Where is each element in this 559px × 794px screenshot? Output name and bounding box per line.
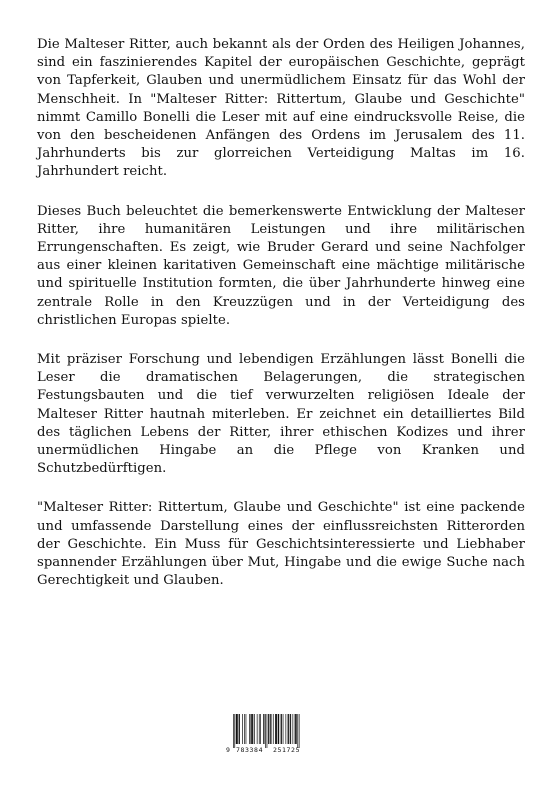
barcode-bar bbox=[239, 714, 240, 744]
barcode-bar bbox=[236, 714, 237, 744]
barcode-left-group: 783384 bbox=[236, 746, 264, 754]
barcode-bar bbox=[273, 714, 274, 744]
blurb-paragraph-2: Dieses Buch beleuchtet die bemerkenswerte Entwicklung der Malteser Ritter, ihre humanitären Leistungen und ihre militärischen Errungenschaften. Es zeigt, wie Bruder Gerard und seine Nachfolger aus einer kleinen karitativen Gemeinschaft eine mächtige militärische und spirituelle Institution formten, die über Jahrhunderte hinweg eine zentrale Rolle in den Kreuzzügen und in der Verteidigung des christlichen Europas spielte. bbox=[37, 203, 525, 328]
barcode-bar bbox=[288, 714, 289, 744]
barcode-bar bbox=[246, 714, 247, 744]
barcode-bar bbox=[265, 714, 266, 748]
barcode-bar bbox=[295, 714, 296, 744]
barcode-bar bbox=[249, 714, 250, 744]
barcode-bar bbox=[279, 714, 280, 744]
barcode-bar bbox=[234, 714, 235, 748]
barcode-bar bbox=[288, 714, 289, 744]
barcode-bar bbox=[242, 714, 243, 744]
barcode-bar bbox=[254, 714, 255, 744]
barcode-bar bbox=[252, 714, 253, 744]
barcode-bar bbox=[276, 714, 277, 744]
barcode-bar bbox=[278, 714, 279, 744]
barcode-bar bbox=[281, 714, 282, 744]
barcode-bar bbox=[260, 714, 261, 744]
barcode-bar bbox=[276, 714, 277, 744]
barcode-right-group: 251725 bbox=[273, 746, 301, 754]
barcode-bar bbox=[297, 714, 298, 748]
blurb-paragraph-4: "Malteser Ritter: Rittertum, Glaube und Geschichte" ist eine packende und umfassende Darstellung eines der einflussreichsten Ritterorden der Geschichte. Ein Muss für Geschichtsinteressierte und Liebhaber spannender Erzählungen über Mut, Hingabe und die ewige Suche nach Gerechtigkeit und Glauben. bbox=[37, 500, 525, 589]
blurb-paragraph-3: Mit präziser Forschung und lebendigen Erzählungen lässt Bonelli die Leser die dramatischen Belagerungen, die strategischen Festungsbauten und die tief verwurzelten religiösen Ideale der Malteser Ritter hautnah miterleben. Er zeichnet ein detailliertes Bild des täglichen Lebens der Ritter, ihrer ethischen Kodizes und ihrer unermüdlichen Hingabe an die Pflege von Kranken und Schutzbedürftigen. bbox=[37, 352, 525, 477]
barcode-bar bbox=[257, 714, 258, 744]
barcode-bar bbox=[237, 714, 238, 744]
barcode-bar bbox=[233, 714, 234, 748]
barcode-bar bbox=[270, 714, 271, 744]
barcode-bar bbox=[290, 714, 291, 744]
barcode-bar bbox=[283, 714, 284, 744]
back-cover-text bbox=[37, 36, 525, 611]
barcode-bar bbox=[286, 714, 287, 744]
barcode-bars bbox=[226, 714, 306, 748]
barcode-bar bbox=[299, 714, 300, 748]
barcode-bar bbox=[295, 714, 296, 744]
barcode-bar bbox=[251, 714, 252, 744]
barcode-bar bbox=[263, 714, 264, 744]
barcode-bar bbox=[267, 714, 268, 748]
barcode-bar bbox=[253, 714, 254, 744]
blurb-paragraph-1: Die Malteser Ritter, auch bekannt als der Orden des Heiligen Johannes, sind ein faszinierendes Kapitel der europäischen Geschichte, geprägt von Tapferkeit, Glauben und unermüdlichem Einsatz für das Wohl der Menschheit. In "Malteser Ritter: Rittertum, Glaube und Geschichte" nimmt Camillo Bonelli die Leser mit auf eine eindrucksvolle Reise, die von den bescheidenen Anfängen des Ordens im Jerusalem des 11. Jahrhunderts bis zur glorreichen Verteidigung Maltas im 16. Jahrhundert reicht. bbox=[37, 37, 525, 180]
barcode-bar bbox=[268, 714, 269, 744]
barcode-bar bbox=[293, 714, 294, 744]
barcode-bar bbox=[271, 714, 272, 744]
barcode-bar bbox=[290, 714, 291, 744]
isbn-barcode bbox=[226, 714, 306, 755]
barcode-first-digit: 9 bbox=[226, 746, 230, 754]
barcode-digits bbox=[226, 745, 306, 755]
barcode-bar bbox=[244, 714, 245, 744]
barcode-bar bbox=[281, 714, 282, 744]
barcode-bar bbox=[296, 714, 297, 744]
barcode-bar bbox=[264, 714, 265, 744]
barcode-bar bbox=[259, 714, 260, 744]
barcode-bar bbox=[275, 714, 276, 744]
barcode-bar bbox=[237, 714, 238, 744]
barcode-bar bbox=[269, 714, 270, 744]
barcode-bar bbox=[251, 714, 252, 744]
barcode-bar bbox=[239, 714, 240, 744]
